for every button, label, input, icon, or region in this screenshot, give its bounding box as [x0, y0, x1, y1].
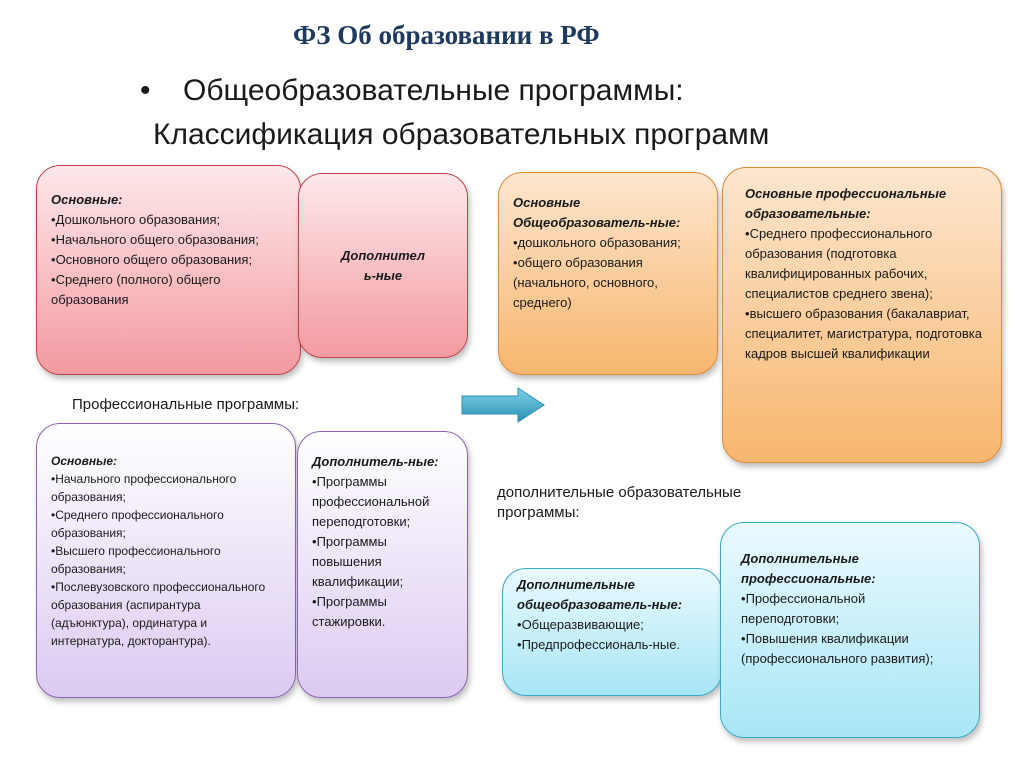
additional-general-list: [517, 615, 707, 655]
list-item: • Среднего (полного) общего образования: [51, 270, 286, 310]
list-item: • Высшего профессионального образования;: [51, 542, 281, 578]
list-item: • Общеразвивающие;: [517, 615, 707, 635]
list-item: • Дошкольного образования;: [51, 210, 286, 230]
professional-basic-box: [36, 423, 296, 698]
additional-professional-title: Дополнительные профессиональные:: [741, 551, 876, 586]
professional-additional-box: [297, 431, 468, 698]
heading-line-2: Классификация образовательных программ: [153, 118, 770, 151]
heading-bullet: •: [140, 74, 151, 107]
general-basic-title: Основные:: [51, 192, 123, 207]
general-basic-box: [36, 165, 301, 375]
basic-general-title: Основные Общеобразователь-ные:: [513, 195, 681, 230]
list-item: • Начального профессионального образования;: [51, 470, 281, 506]
list-item: • Программы профессиональной переподготовки;: [312, 472, 453, 532]
basic-professional-list: [745, 224, 987, 364]
list-item: • Послевузовского профессионального образования (аспирантура (адъюнктура), ординатура и интернатура, докторантура).: [51, 578, 281, 650]
list-item: • Предпрофессиональ-ные.: [517, 635, 707, 655]
basic-professional-box: [722, 167, 1002, 463]
heading-line-1: Общеобразовательные программы:: [183, 74, 684, 107]
list-item: • Программы стажировки.: [312, 592, 453, 632]
professional-basic-title: Основные:: [51, 454, 117, 468]
professional-programs-label: Профессиональные программы:: [72, 396, 300, 413]
additional-general-title: Дополнительные общеобразователь-ные:: [517, 577, 683, 612]
basic-general-list: [513, 233, 703, 313]
additional-professional-box: [720, 522, 980, 738]
professional-additional-title: Дополнитель-ные:: [312, 454, 439, 469]
basic-general-box: [498, 172, 718, 375]
list-item: • Профессиональной переподготовки;: [741, 589, 965, 629]
additional-professional-list: [741, 589, 965, 669]
list-item: • Среднего профессионального образования;: [51, 506, 281, 542]
general-additional-box: [298, 173, 468, 358]
list-item: • Начального общего образования;: [51, 230, 286, 250]
additional-general-box: [502, 568, 722, 696]
list-item: • Основного общего образования;: [51, 250, 286, 270]
general-additional-title: Дополнитель-ные: [341, 247, 425, 283]
professional-basic-list: [51, 470, 281, 650]
list-item: • общего образования (начального, основного, среднего): [513, 253, 703, 313]
additional-programs-label: дополнительные образовательные программы:: [497, 484, 742, 521]
professional-additional-list: [312, 472, 453, 632]
basic-professional-title: Основные профессиональные образовательные:: [745, 186, 947, 221]
list-item: • Среднего профессионального образования (подготовка квалифицированных рабочих, специалистов среднего звена);: [745, 224, 987, 304]
list-item: • высшего образования (бакалавриат, специалитет, магистратура, подготовка кадров высшей квалификации: [745, 304, 987, 364]
list-item: • Программы повышения квалификации;: [312, 532, 453, 592]
list-item: • дошкольного образования;: [513, 233, 703, 253]
general-basic-list: [51, 210, 286, 310]
list-item: • Повышения квалификации (профессионального развития);: [741, 629, 965, 669]
page-title: ФЗ Об образовании в РФ: [293, 20, 600, 50]
right-arrow-icon: [460, 387, 546, 423]
